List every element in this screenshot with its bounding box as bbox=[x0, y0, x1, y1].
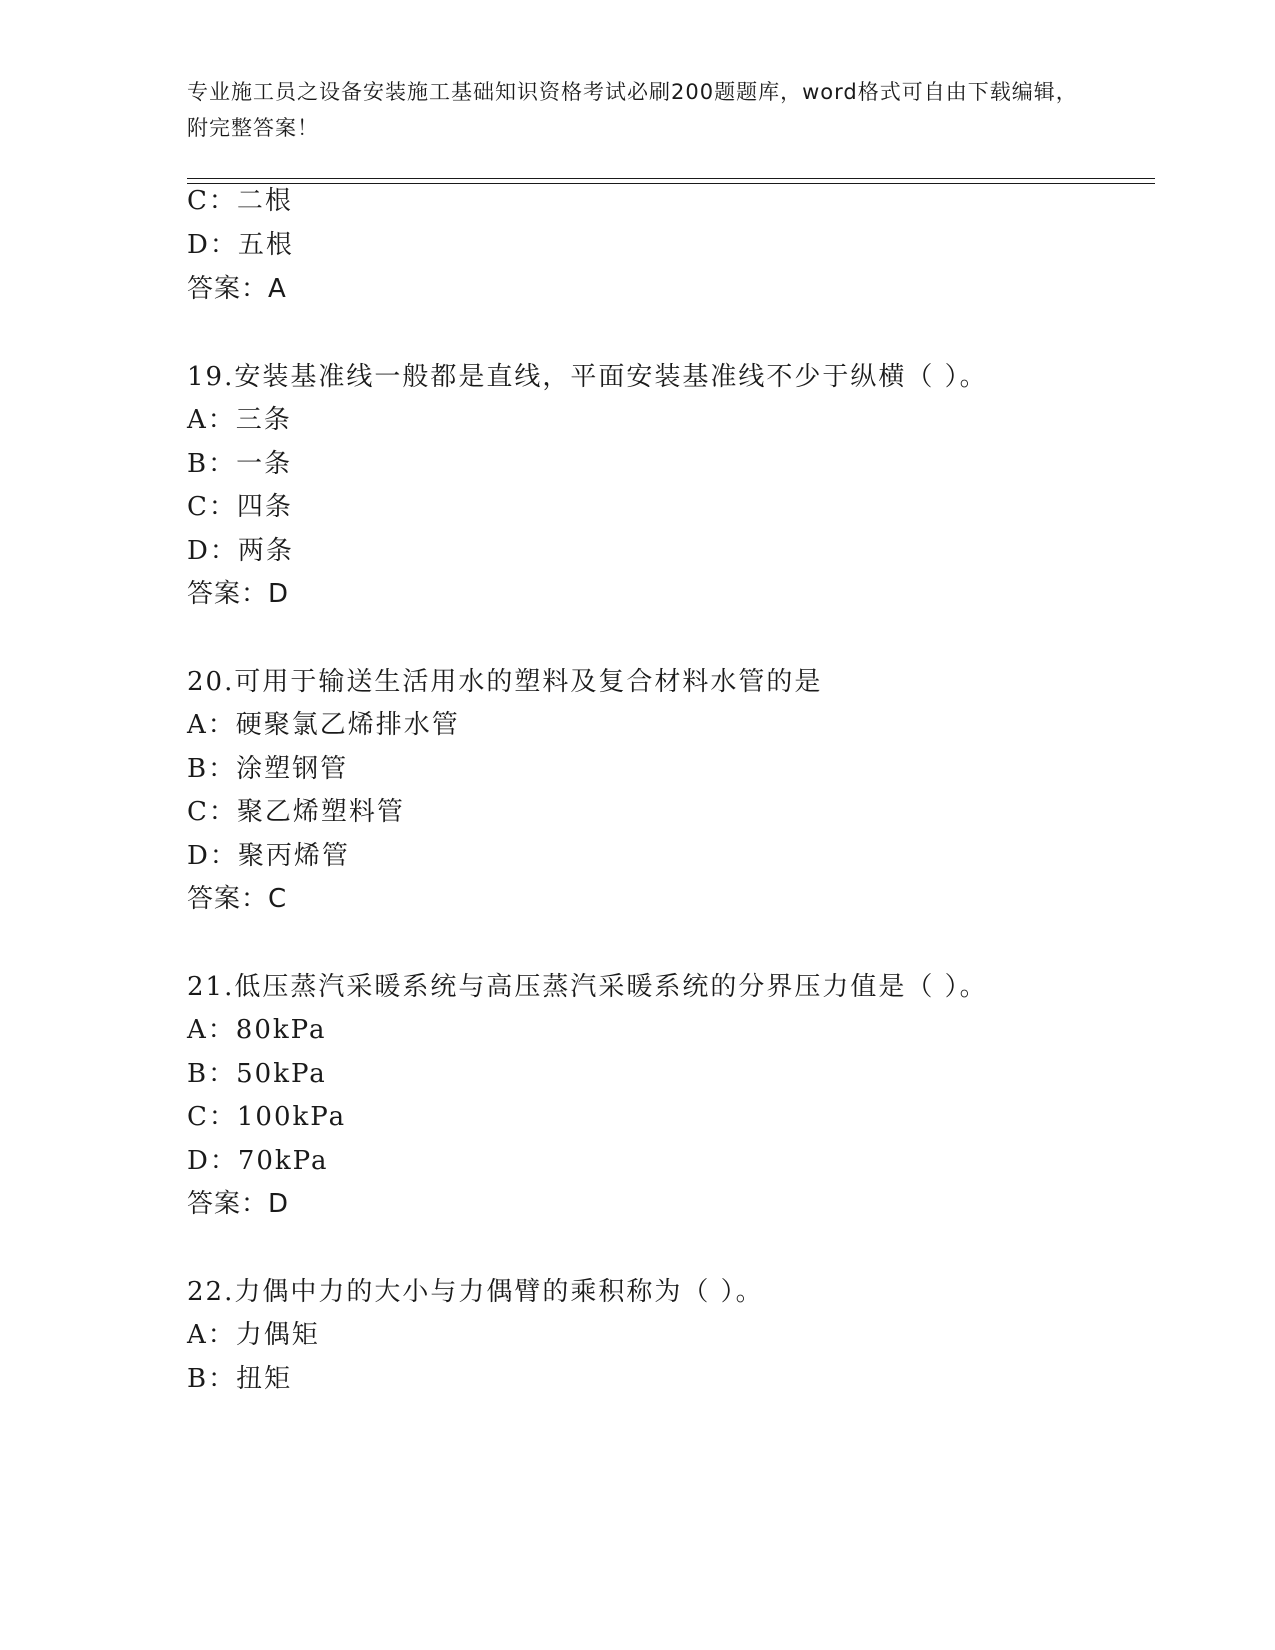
header-divider-bottom bbox=[187, 183, 1155, 184]
q20-option-b: B：涂塑钢管 bbox=[187, 754, 349, 784]
q18-option-d: D：五根 bbox=[187, 230, 294, 260]
q22-option-a: A：力偶矩 bbox=[187, 1320, 320, 1350]
document-header-title: 专业施工员之设备安装施工基础知识资格考试必刷200题题库，word格式可自由下载编辑，附完整答案！ bbox=[187, 80, 1078, 140]
q22-option-b: B：扭矩 bbox=[187, 1364, 293, 1394]
q21-stem: 21.低压蒸汽采暖系统与高压蒸汽采暖系统的分界压力值是（ ）。 bbox=[187, 972, 988, 1002]
q21-option-b: B：50kPa bbox=[187, 1059, 327, 1089]
q19-option-c: C：四条 bbox=[187, 492, 293, 522]
q19-answer: 答案：D bbox=[187, 579, 290, 609]
q21-option-d: D：70kPa bbox=[187, 1146, 329, 1176]
q20-stem: 20.可用于输送生活用水的塑料及复合材料水管的是 bbox=[187, 667, 823, 697]
q21-option-a: A：80kPa bbox=[187, 1015, 327, 1045]
q20-option-c: C：聚乙烯塑料管 bbox=[187, 797, 405, 827]
q20-option-d: D：聚丙烯管 bbox=[187, 841, 350, 871]
q20-option-a: A：硬聚氯乙烯排水管 bbox=[187, 710, 460, 740]
q21-answer: 答案：D bbox=[187, 1189, 290, 1219]
q19-option-b: B：一条 bbox=[187, 449, 293, 479]
q21-option-c: C：100kPa bbox=[187, 1102, 347, 1132]
q18-answer: 答案：A bbox=[187, 274, 287, 304]
q19-option-a: A：三条 bbox=[187, 405, 292, 435]
q19-stem: 19.安装基准线一般都是直线，平面安装基准线不少于纵横（ ）。 bbox=[187, 362, 988, 392]
q20-answer: 答案：C bbox=[187, 884, 288, 914]
header-divider-top bbox=[187, 178, 1155, 179]
q22-stem: 22.力偶中力的大小与力偶臂的乘积称为（ ）。 bbox=[187, 1277, 764, 1307]
q18-option-c: C：二根 bbox=[187, 186, 293, 216]
q19-option-d: D：两条 bbox=[187, 536, 294, 566]
